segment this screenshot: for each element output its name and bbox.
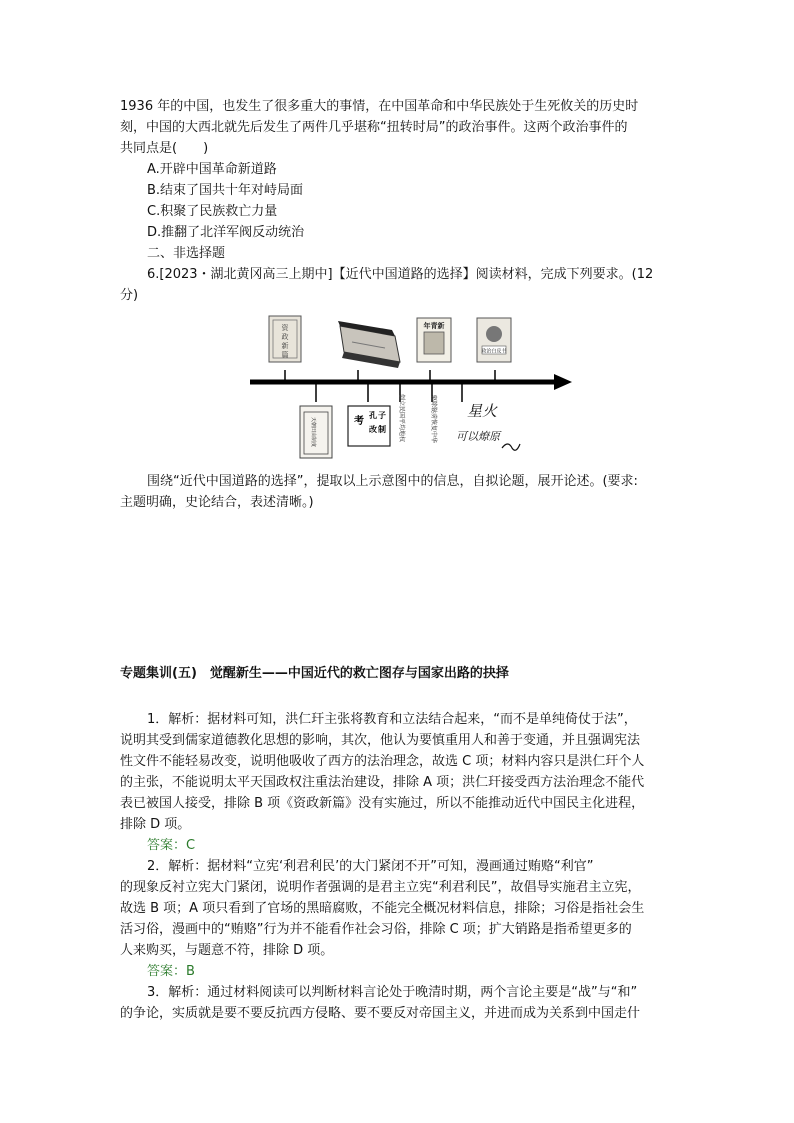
answers-section-title: 专题集训(五) 觉醒新生——中国近代的救亡图存与国家出路的抉择: [120, 666, 509, 681]
q5-option-d: D.推翻了北洋军阀反动统治: [147, 225, 305, 240]
top-booklet-image-4: [477, 318, 511, 362]
answer1-line-6: 排除 D 项。: [120, 817, 191, 832]
svg-text:子: 子: [378, 411, 386, 420]
answer3-line-1: 3．解析：通过材料阅读可以判断材料言论处于晚清时期，两个言论主要是“战”与“和”: [147, 985, 638, 1000]
section-heading: 二、非选择题: [147, 246, 226, 261]
timeline-figure: [240, 312, 580, 462]
top-document-image-2: [338, 321, 400, 368]
bottom-book-image-1: [300, 406, 332, 458]
bottom-book-image-2: [348, 406, 390, 446]
answer1-result: 答案：C: [147, 838, 196, 853]
svg-text:创立民国平均地权: 创立民国平均地权: [398, 393, 405, 443]
bottom-slogan-image-4: [430, 395, 438, 443]
svg-text:星火: 星火: [466, 402, 498, 420]
answer1-line-5: 表已被国人接受，排除 B 项《资政新篇》没有实施过，所以不能推动近代中国民主化进程，: [120, 796, 645, 811]
q5-stem-line-2: 刻，中国的大西北就先后发生了两件几乎堪称“扭转时局”的政治事件。这两个政治事件的: [120, 120, 628, 135]
answer2-line-5: 人来购买，与题意不符，排除 D 项。: [120, 943, 334, 958]
q5-option-a: A.开辟中国革命新道路: [147, 162, 277, 177]
svg-text:政: 政: [281, 333, 289, 341]
svg-text:孔: 孔: [369, 411, 377, 420]
svg-text:天朝田亩制度: 天朝田亩制度: [310, 416, 316, 448]
svg-text:制: 制: [378, 425, 386, 434]
svg-text:篇: 篇: [281, 351, 289, 359]
timeline-arrowhead: [554, 374, 572, 390]
svg-text:政治白皮书: 政治白皮书: [481, 348, 507, 355]
top-magazine-image-3: [417, 318, 451, 362]
answer1-line-3: 性文件不能轻易改变，说明他吸收了西方的法治理念，故选 C 项；材料内容只是洪仁玕个人: [120, 754, 645, 769]
svg-text:新: 新: [281, 342, 289, 350]
svg-text:资: 资: [281, 324, 289, 332]
q5-option-c: C.积聚了民族救亡力量: [147, 204, 278, 219]
answer2-result: 答案：B: [147, 964, 195, 979]
q6-stem-line-2: 分): [120, 288, 139, 303]
q6-stem-line-1: 6.[2023・湖北黄冈高三上期中]【近代中国道路的选择】阅读材料，完成下列要求。(12: [147, 267, 654, 282]
svg-text:驱除鞑虏恢复中华: 驱除鞑虏恢复中华: [430, 394, 437, 444]
answer3-line-2: 的争论，实质就是要不要反抗西方侵略、要不要反对帝国主义，并进而成为关系到中国走什: [120, 1006, 641, 1021]
bottom-slogan-image-3: [398, 394, 406, 442]
answer2-line-4: 活习俗，漫画中的“贿赂”行为并不能看作社会习俗，排除 C 项；扩大销路是指希望更多的: [120, 922, 632, 937]
answer2-line-2: 的现象反衬立宪大门紧闭，说明作者强调的是君主立宪“利君利民”，故倡导实施君主立宪，: [120, 880, 641, 895]
answer1-line-4: 的主张，不能说明太平天国政权注重法治建设，排除 A 项；洪仁玕接受西方法治理念不能代: [120, 775, 645, 790]
q6-prompt-line-1: 围绕“近代中国道路的选择”，提取以上示意图中的信息，自拟论题，展开论述。(要求:: [147, 474, 638, 489]
svg-text:改: 改: [369, 425, 377, 434]
svg-text:考: 考: [354, 416, 364, 427]
answer2-line-1: 2．解析：据材料“立宪‘利君利民’的大门紧闭不开”可知，漫画通过贿赂“利官”: [147, 859, 594, 874]
top-book-image-1: [269, 316, 301, 362]
svg-text:可以燎原: 可以燎原: [456, 430, 500, 443]
answer1-line-2: 说明其受到儒家道德教化思想的影响，其次，他认为要慎重用人和善于变通，并且强调宪法: [120, 733, 641, 748]
q5-stem-line-3: 共同点是( ): [120, 141, 209, 156]
svg-text:年青新: 年青新: [423, 322, 445, 330]
answer2-line-3: 故选 B 项；A 项只看到了官场的黑暗腐败，不能完全概况材料信息，排除；习俗是指社会生: [120, 901, 645, 916]
q5-stem-line-1: 1936 年的中国，也发生了很多重大的事情，在中国革命和中华民族处于生死攸关的历史时: [120, 99, 639, 114]
calligraphy-image: [456, 402, 520, 450]
q5-option-b: B.结束了国共十年对峙局面: [147, 183, 304, 198]
q6-prompt-line-2: 主题明确，史论结合，表述清晰。): [120, 495, 314, 510]
answer1-line-1: 1．解析：据材料可知，洪仁玕主张将教育和立法结合起来，“而不是单纯倚仗于法”，: [147, 712, 637, 727]
